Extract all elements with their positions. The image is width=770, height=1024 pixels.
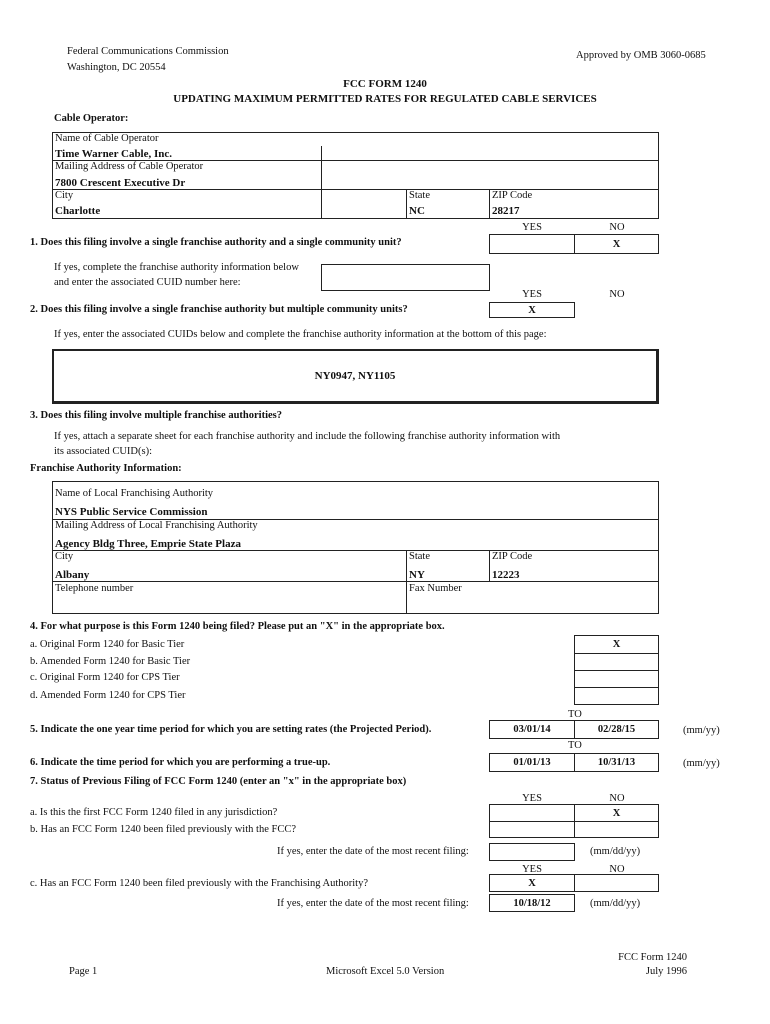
q2-question: 2. Does this filing involve a single franchise authority but multiple community units? (30, 304, 408, 315)
q5-to-input[interactable]: 02/28/15 (574, 720, 659, 739)
omb-approval: Approved by OMB 3060-0685 (576, 50, 706, 61)
q4-option-d-checkbox[interactable] (574, 687, 659, 705)
operator-city-field[interactable]: Charlotte (55, 205, 101, 217)
q7b-date-input[interactable] (489, 843, 575, 861)
q4-option-label: b. Amended Form 1240 for Basic Tier (30, 656, 191, 667)
q4-question: 4. For what purpose is this Form 1240 being filed? Please put an "X" in the appropriate box. (30, 621, 445, 632)
q2-note: If yes, enter the associated CUIDs below and complete the franchise authority information at the bottom of this page: (54, 329, 547, 340)
q5-from-input[interactable]: 03/01/14 (489, 720, 575, 739)
footer-version: Microsoft Excel 5.0 Version (326, 966, 445, 977)
agency-city: Washington, DC 20554 (67, 62, 166, 73)
franchise-address-label: Mailing Address of Local Franchising Authority (55, 520, 258, 531)
q7c-date-prompt: If yes, enter the date of the most recent filing: (277, 898, 469, 909)
q7-no-header: NO (609, 793, 625, 804)
q7c-label: c. Has an FCC Form 1240 been filed previously with the Franchising Authority? (30, 878, 368, 889)
q2-no-header: NO (609, 289, 625, 300)
q2-yes-checkbox[interactable]: X (489, 302, 575, 318)
q2-cuids-input[interactable]: NY0947, NY1105 (52, 349, 659, 404)
q7a-label: a. Is this the first FCC Form 1240 filed in any jurisdiction? (30, 807, 278, 818)
footer-page-number: Page 1 (69, 966, 98, 977)
operator-state-label: State (409, 190, 430, 201)
operator-name-label: Name of Cable Operator (55, 133, 159, 144)
q4-option-a-checkbox[interactable]: X (574, 635, 659, 654)
q2-no-checkbox[interactable] (574, 302, 659, 318)
cable-operator-box (52, 132, 659, 219)
q7c-yes-header: YES (522, 864, 542, 875)
form-title: FCC FORM 1240 (343, 78, 427, 90)
q1-note-line1: If yes, complete the franchise authority information below (54, 262, 299, 273)
footer-form-date: July 1996 (645, 966, 687, 977)
q7b-no-checkbox[interactable] (574, 821, 659, 838)
divider (321, 161, 322, 189)
franchise-heading: Franchise Authority Information: (30, 463, 182, 474)
q4-option-label: c. Original Form 1240 for CPS Tier (30, 672, 180, 683)
q1-no-header: NO (609, 222, 625, 233)
operator-address-label: Mailing Address of Cable Operator (55, 161, 204, 172)
q7a-no-checkbox[interactable]: X (574, 804, 659, 822)
operator-state-field[interactable]: NC (409, 205, 425, 217)
franchise-phone-label: Telephone number (55, 583, 134, 594)
q6-from-input[interactable]: 01/01/13 (489, 753, 575, 772)
q6-question: 6. Indicate the time period for which you are performing a true-up. (30, 757, 331, 768)
operator-name-field[interactable]: Time Warner Cable, Inc. (55, 148, 173, 160)
divider (321, 189, 322, 219)
q4-option-b-checkbox[interactable] (574, 653, 659, 671)
q7b-yes-checkbox[interactable] (489, 821, 575, 838)
franchise-address-field[interactable]: Agency Bldg Three, Emprie State Plaza (55, 538, 241, 550)
q1-yes-checkbox[interactable] (489, 234, 575, 254)
divider (52, 189, 659, 190)
operator-city-label: City (55, 190, 74, 201)
franchise-zip-label: ZIP Code (492, 551, 533, 562)
operator-zip-label: ZIP Code (492, 190, 533, 201)
divider (406, 550, 407, 614)
q7-yes-header: YES (522, 793, 542, 804)
franchise-state-label: State (409, 551, 430, 562)
q6-format-hint: (mm/yy) (683, 758, 720, 769)
operator-zip-field[interactable]: 28217 (492, 205, 520, 217)
q4-option-c-checkbox[interactable] (574, 670, 659, 688)
q1-no-checkbox[interactable]: X (574, 234, 659, 254)
q3-note-line1: If yes, attach a separate sheet for each franchise authority and include the following franchise authority information with (54, 431, 561, 442)
q1-yes-header: YES (522, 222, 542, 233)
q7c-date-format: (mm/dd/yy) (590, 898, 641, 909)
q2-yes-header: YES (522, 289, 542, 300)
divider (489, 189, 490, 219)
agency-name: Federal Communications Commission (67, 46, 229, 57)
q7b-date-format: (mm/dd/yy) (590, 846, 641, 857)
operator-address-field[interactable]: 7800 Crescent Executive Dr (55, 177, 186, 189)
q7b-date-prompt: If yes, enter the date of the most recent filing: (277, 846, 469, 857)
franchise-zip-field[interactable]: 12223 (492, 569, 520, 581)
form-subtitle: UPDATING MAXIMUM PERMITTED RATES FOR REGULATED CABLE SERVICES (173, 93, 597, 105)
q7c-yes-checkbox[interactable]: X (489, 874, 575, 892)
divider (489, 550, 490, 581)
footer-form-name: FCC Form 1240 (618, 952, 687, 963)
q6-to-label: TO (568, 740, 582, 751)
q7b-label: b. Has an FCC Form 1240 been filed previously with the FCC? (30, 824, 296, 835)
divider (52, 581, 659, 582)
q5-to-label: TO (568, 709, 582, 720)
franchise-fax-label: Fax Number (409, 583, 462, 594)
franchise-state-field[interactable]: NY (409, 569, 425, 581)
q5-format-hint: (mm/yy) (683, 725, 720, 736)
q1-question: 1. Does this filing involve a single franchise authority and a single community unit? (30, 237, 402, 248)
divider (406, 189, 407, 219)
divider (321, 146, 322, 160)
cable-operator-heading: Cable Operator: (54, 113, 129, 124)
q3-note-line2: its associated CUID(s): (54, 446, 152, 457)
franchise-name-label: Name of Local Franchising Authority (55, 488, 214, 499)
q7-question: 7. Status of Previous Filing of FCC Form 1240 (enter an "x" in the appropriate box) (30, 776, 407, 787)
franchise-city-field[interactable]: Albany (55, 569, 90, 581)
franchise-city-label: City (55, 551, 74, 562)
q7c-date-input[interactable]: 10/18/12 (489, 894, 575, 912)
q6-to-input[interactable]: 10/31/13 (574, 753, 659, 772)
q4-option-label: a. Original Form 1240 for Basic Tier (30, 639, 185, 650)
q5-question: 5. Indicate the one year time period for which you are setting rates (the Projected Period). (30, 724, 432, 735)
q7a-yes-checkbox[interactable] (489, 804, 575, 822)
q1-cuid-input[interactable] (321, 264, 490, 291)
q7c-no-checkbox[interactable] (574, 874, 659, 892)
divider (52, 550, 659, 551)
q4-option-label: d. Amended Form 1240 for CPS Tier (30, 690, 186, 701)
q3-question: 3. Does this filing involve multiple franchise authorities? (30, 410, 282, 421)
q1-note-line2: and enter the associated CUID number here: (54, 277, 241, 288)
franchise-name-field[interactable]: NYS Public Service Commission (55, 506, 208, 518)
q7c-no-header: NO (609, 864, 625, 875)
